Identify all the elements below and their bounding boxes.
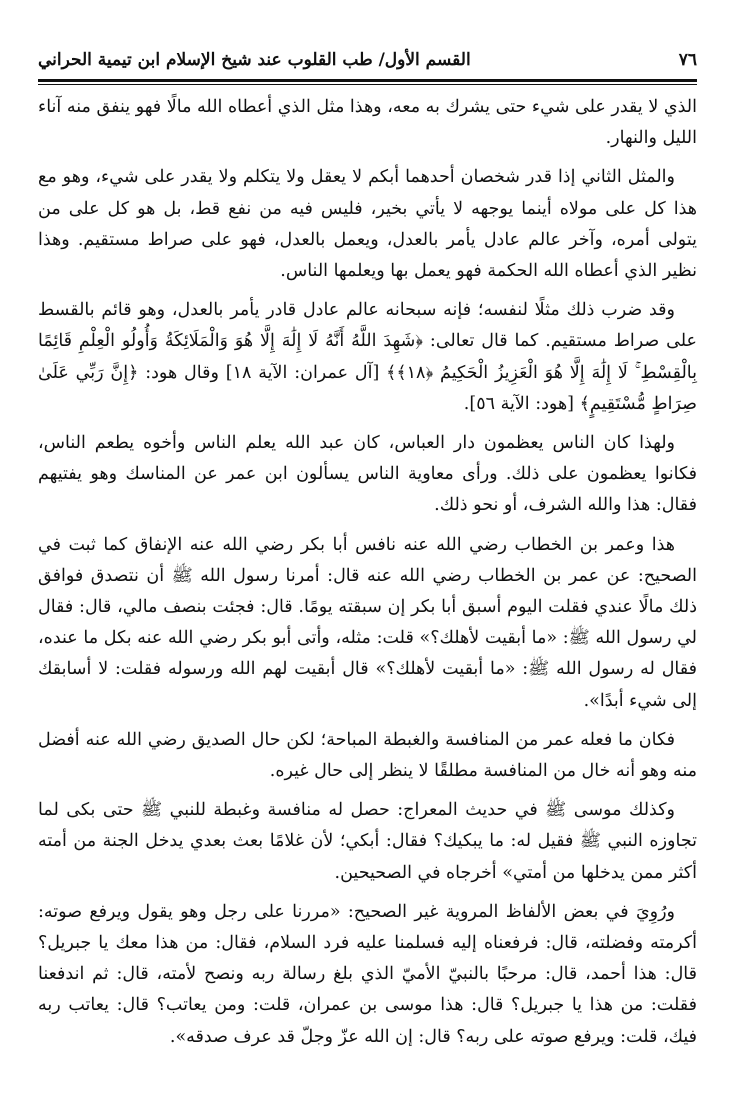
paragraph-4: ولهذا كان الناس يعظمون دار العباس، كان عبد الله يعلم الناس وأخوه يطعم الناس، فكانوا يعظمون على ذلك. ورأى معاوية الناس يسألون ابن عمر عن المناسك وهو يفتيهم فقال: هذا والله الشرف، أو نحو ذلك. (38, 433, 697, 516)
page-header (38, 40, 697, 80)
page-number: ٧٦ (678, 50, 697, 70)
paragraph-3: وقد ضرب ذلك مثلًا لنفسه؛ فإنه سبحانه عالم عادل قادر يأمر بالعدل، وهو قائم بالقسط على صراط مستقيم. كما قال تعالى: ﴿شَهِدَ اللَّهُ أَنَّهُ لَا إِلَٰهَ إِلَّا هُوَ وَالْمَلَائِكَةُ وَأُولُو الْعِلْمِ قَائِمًا بِالْقِسْطِ ۚ لَا إِلَٰهَ إِلَّا هُوَ الْعَزِيزُ الْحَكِيمُ ﴿١٨﴾﴾ [آل عمران: الآية ١٨] وقال هود: ﴿إِنَّ رَبِّي عَلَىٰ صِرَاطٍ مُّسْتَقِيمٍ﴾ [هود: الآية ٥٦]. (38, 300, 697, 414)
header-rule-thin (38, 84, 697, 85)
paragraph-6: فكان ما فعله عمر من المنافسة والغبطة المباحة؛ لكن حال الصديق رضي الله عنه أفضل منه وهو أنه خال من المنافسة مطلقًا لا ينظر إلى حال غيره. (38, 729, 697, 782)
body-text (38, 92, 697, 1061)
running-title: القسم الأول/ طب القلوب عند شيخ الإسلام ابن تيمية الحراني (38, 50, 471, 70)
paragraph-1: الذي لا يقدر على شيء حتى يشرك به معه، وهذا مثل الذي أعطاه الله مالًا فهو ينفق منه آناء الليل والنهار. (38, 97, 697, 149)
paragraph-8: ورُوِيَ في بعض الألفاظ المروية غير الصحيح: «مررنا على رجل وهو يقول ويرفع صوته: أكرمته وفضلته، قال: فرفعناه إليه فسلمنا عليه فرد السلام، فقال: من هذا معك يا جبريل؟ قال: هذا أحمد، قال: مرحبًا بالنبيّ الأميّ الذي بلغ رسالة ربه ونصح لأمته، قال: ثم اندفعنا فقلت: من هذا يا جبريل؟ قال: هذا موسى بن عمران، قلت: ومن يعاتب؟ قال: يعاتب ربه فيك، قلت: ويرفع صوته على ربه؟ قال: إن الله عزّ وجلّ قد عرف صدقه». (38, 901, 697, 1047)
paragraph-5: هذا وعمر بن الخطاب رضي الله عنه نافس أبا بكر رضي الله عنه الإنفاق كما ثبت في الصحيح: عن عمر بن الخطاب رضي الله عنه قال: أمرنا رسول الله ﷺ أن نتصدق فوافق ذلك مالًا عندي فقلت اليوم أسبق أبا بكر إن سبقته يومًا. قال: فجئت بنصف مالي، قال: فقال لي رسول الله ﷺ: «ما أبقيت لأهلك؟» قلت: مثله، وأتى أبو بكر رضي الله عنه بكل ما عنده، فقال له رسول الله ﷺ: «ما أبقيت لأهلك؟» قال أبقيت لهم الله ورسوله فقلت: لا أسابقك إلى شيء أبدًا». (38, 534, 697, 711)
header-rule-thick (38, 79, 697, 82)
paragraph-2: والمثل الثاني إذا قدر شخصان أحدهما أبكم لا يعقل ولا يتكلم ولا يقدر على شيء، وهو مع هذا كل على مولاه أينما يوجهه لا يأتي بخير، فليس فيه من نفع قط، بل هو كل على من يتولى أمره، وآخر عالم عادل يأمر بالعدل، ويعمل بالعدل، فهو على صراط مستقيم. وهذا نظير الذي أعطاه الله الحكمة فهو يعمل بها ويعلمها الناس. (38, 167, 697, 282)
paragraph-7: وكذلك موسى ﷺ في حديث المعراج: حصل له منافسة وغبطة للنبي ﷺ حتى بكى لما تجاوزه النبي ﷺ فقيل له: ما يبكيك؟ فقال: أبكي؛ لأن غلامًا بعث بعدي يدخل الجنة من أمته أكثر ممن يدخلها من أمتي» أخرجاه في الصحيحين. (38, 800, 697, 883)
